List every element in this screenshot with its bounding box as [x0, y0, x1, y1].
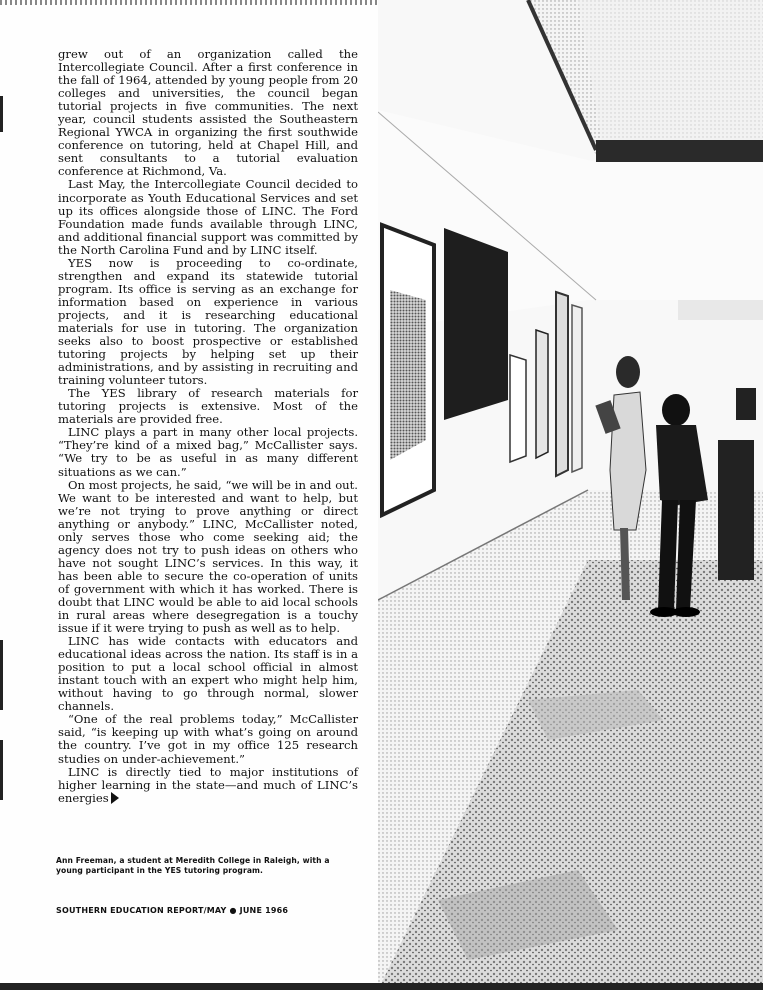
page-footer: SOUTHERN EDUCATION REPORT/MAY ● JUNE 1966	[56, 906, 289, 915]
paragraph: LINC has wide contacts with educators and educational ideas across the nation. Its staff is in a position to put a local school official in almost instant touch with an expert who might help him, without having to go through normal, slower channels.	[58, 634, 358, 714]
paragraph: Last May, the Intercollegiate Council decided to incorporate as Youth Educational Services and set up its offices alongside those of LINC. The Ford Foundation made funds available through LINC, and additional financial support was committed by the North Carolina Fund and by LINC itself.	[58, 177, 358, 257]
left-edge-mark	[0, 96, 3, 132]
left-edge-mark	[0, 740, 3, 800]
photo-caption: Ann Freeman, a student at Meredith College in Raleigh, with a young participant in the YES tutoring program.	[56, 856, 330, 875]
gallery-photo	[378, 0, 763, 990]
paragraph-text: LINC is directly tied to major institutions of higher learning in the state—and much of LINC’s energies	[58, 764, 358, 805]
bottom-rule	[0, 983, 763, 990]
left-edge-mark	[0, 640, 3, 710]
paragraph: LINC plays a part in many other local projects. “They’re kind of a mixed bag,” McCallister says. “We try to be as useful in as many different situations as we can.”	[58, 425, 358, 479]
paragraph: YES now is proceeding to co-ordinate, strengthen and expand its statewide tutorial program. Its office is serving as an exchange for information based on experience in various projects, and it is researching educational materials for use in tutoring. The organization seeks also to boost prospective or established tutoring projects by helping set up their administrations, and by assisting in recruiting and training volunteer tutors.	[58, 255, 358, 388]
paragraph: “One of the real problems today,” McCallister said, “is keeping up with what’s going on around the country. I’ve got in my office 125 research studies on under-achievement.”	[58, 712, 358, 766]
article-column	[58, 48, 358, 805]
continue-arrow-icon	[111, 792, 119, 804]
paragraph: The YES library of research materials for tutoring projects is extensive. Most of the materials are provided free.	[58, 386, 358, 427]
paragraph: On most projects, he said, “we will be in and out. We want to be interested and want to help, but we’re not trying to prove anything or direct anything or anybody.” LINC, McCallister noted, only serves those who come seeking aid; the agency does not try to push ideas on others who have not sought LINC’s services. In this way, it has been able to secure the co-operation of units of government with which it has worked. There is doubt that LINC would be able to aid local schools in rural areas where desegregation is a touchy issue if it were trying to push as well as to help.	[58, 477, 358, 636]
paragraph-last	[58, 766, 358, 805]
paragraph: grew out of an organization called the Intercollegiate Council. After a first conference in the fall of 1964, attended by young people from 20 colleges and universities, the council began tutorial projects in five communities. The next year, council students assisted the Southeastern Regional YWCA in organizing the first southwide conference on tutoring, held at Chapel Hill, and sent consultants to a tutorial evaluation conference at Richmond, Va.	[58, 47, 358, 179]
